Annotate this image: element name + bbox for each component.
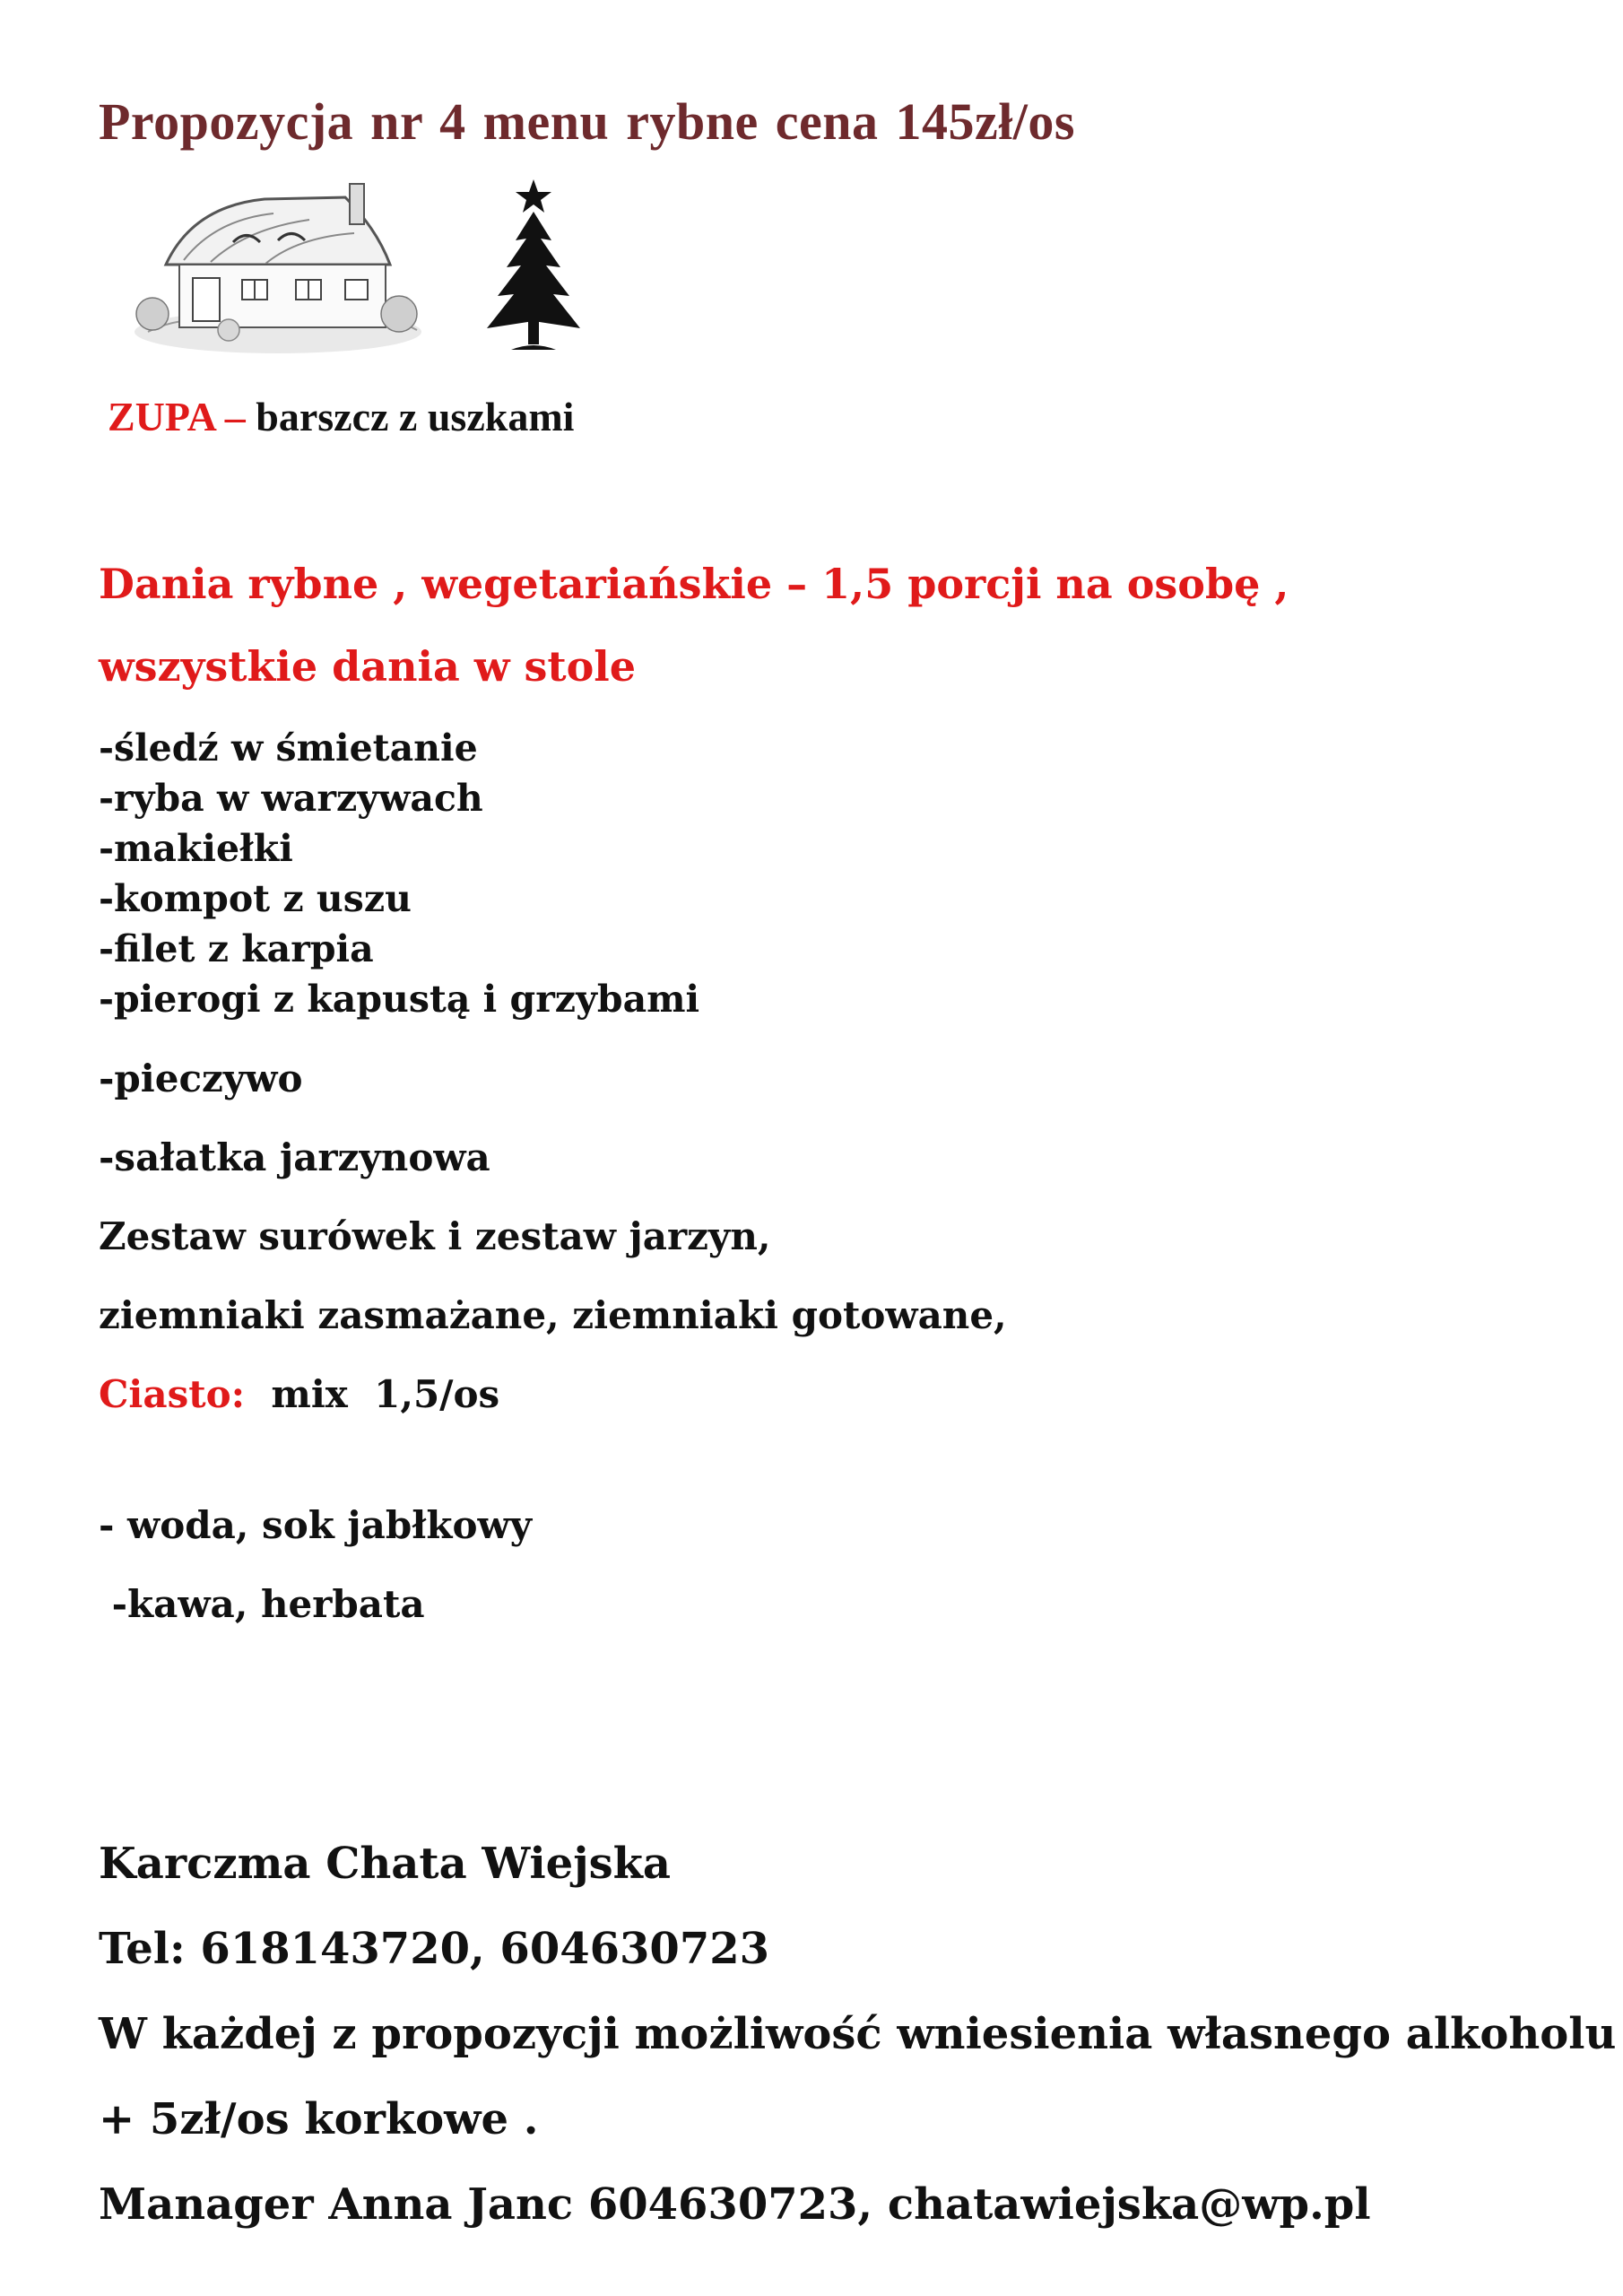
list-item: -pierogi z kapustą i grzybami bbox=[99, 978, 700, 1021]
list-item: -kompot z uszu bbox=[99, 877, 412, 920]
dishes-heading-line2: wszystkie dania w stole bbox=[99, 642, 637, 691]
list-item: -sałatka jarzynowa bbox=[99, 1135, 490, 1179]
page-title: Propozycja nr 4 menu rybne cena 145zł/os bbox=[99, 92, 1075, 151]
cake-text: mix 1,5/os bbox=[245, 1372, 500, 1416]
soup-dash: – bbox=[214, 394, 256, 439]
footer-corkage: + 5zł/os korkowe . bbox=[99, 2094, 539, 2144]
soup-label: ZUPA bbox=[108, 394, 215, 439]
list-item: -filet z karpia bbox=[99, 927, 374, 970]
soup-text: barszcz z uszkami bbox=[256, 394, 575, 439]
list-item: -pieczywo bbox=[99, 1057, 303, 1100]
list-item: -makiełki bbox=[99, 827, 293, 870]
cake-label: Ciasto: bbox=[99, 1372, 246, 1416]
list-item: -kawa, herbata bbox=[99, 1582, 425, 1626]
soup-line bbox=[108, 393, 574, 440]
footer-manager: Manager Anna Janc 604630723, chatawiejska@wp.pl bbox=[99, 2179, 1371, 2230]
list-item: -śledź w śmietanie bbox=[99, 726, 478, 770]
dishes-heading-line1: Dania rybne , wegetariańskie – 1,5 porcji na osobę , bbox=[99, 560, 1289, 608]
cottage-sketch bbox=[130, 179, 430, 359]
christmas-tree-icon bbox=[462, 178, 605, 361]
list-item: -ryba w warzywach bbox=[99, 777, 483, 820]
footer-phone: Tel: 618143720, 604630723 bbox=[99, 1924, 770, 1974]
footer-note: W każdej z propozycji możliwość wniesienia własnego alkoholu bbox=[99, 2009, 1617, 2059]
list-item: - woda, sok jabłkowy bbox=[99, 1503, 533, 1547]
cake-line bbox=[99, 1372, 499, 1416]
list-item: ziemniaki zasmażane, ziemniaki gotowane, bbox=[99, 1293, 1007, 1337]
footer-restaurant-name: Karczma Chata Wiejska bbox=[99, 1839, 671, 1889]
list-item: Zestaw surówek i zestaw jarzyn, bbox=[99, 1214, 771, 1258]
